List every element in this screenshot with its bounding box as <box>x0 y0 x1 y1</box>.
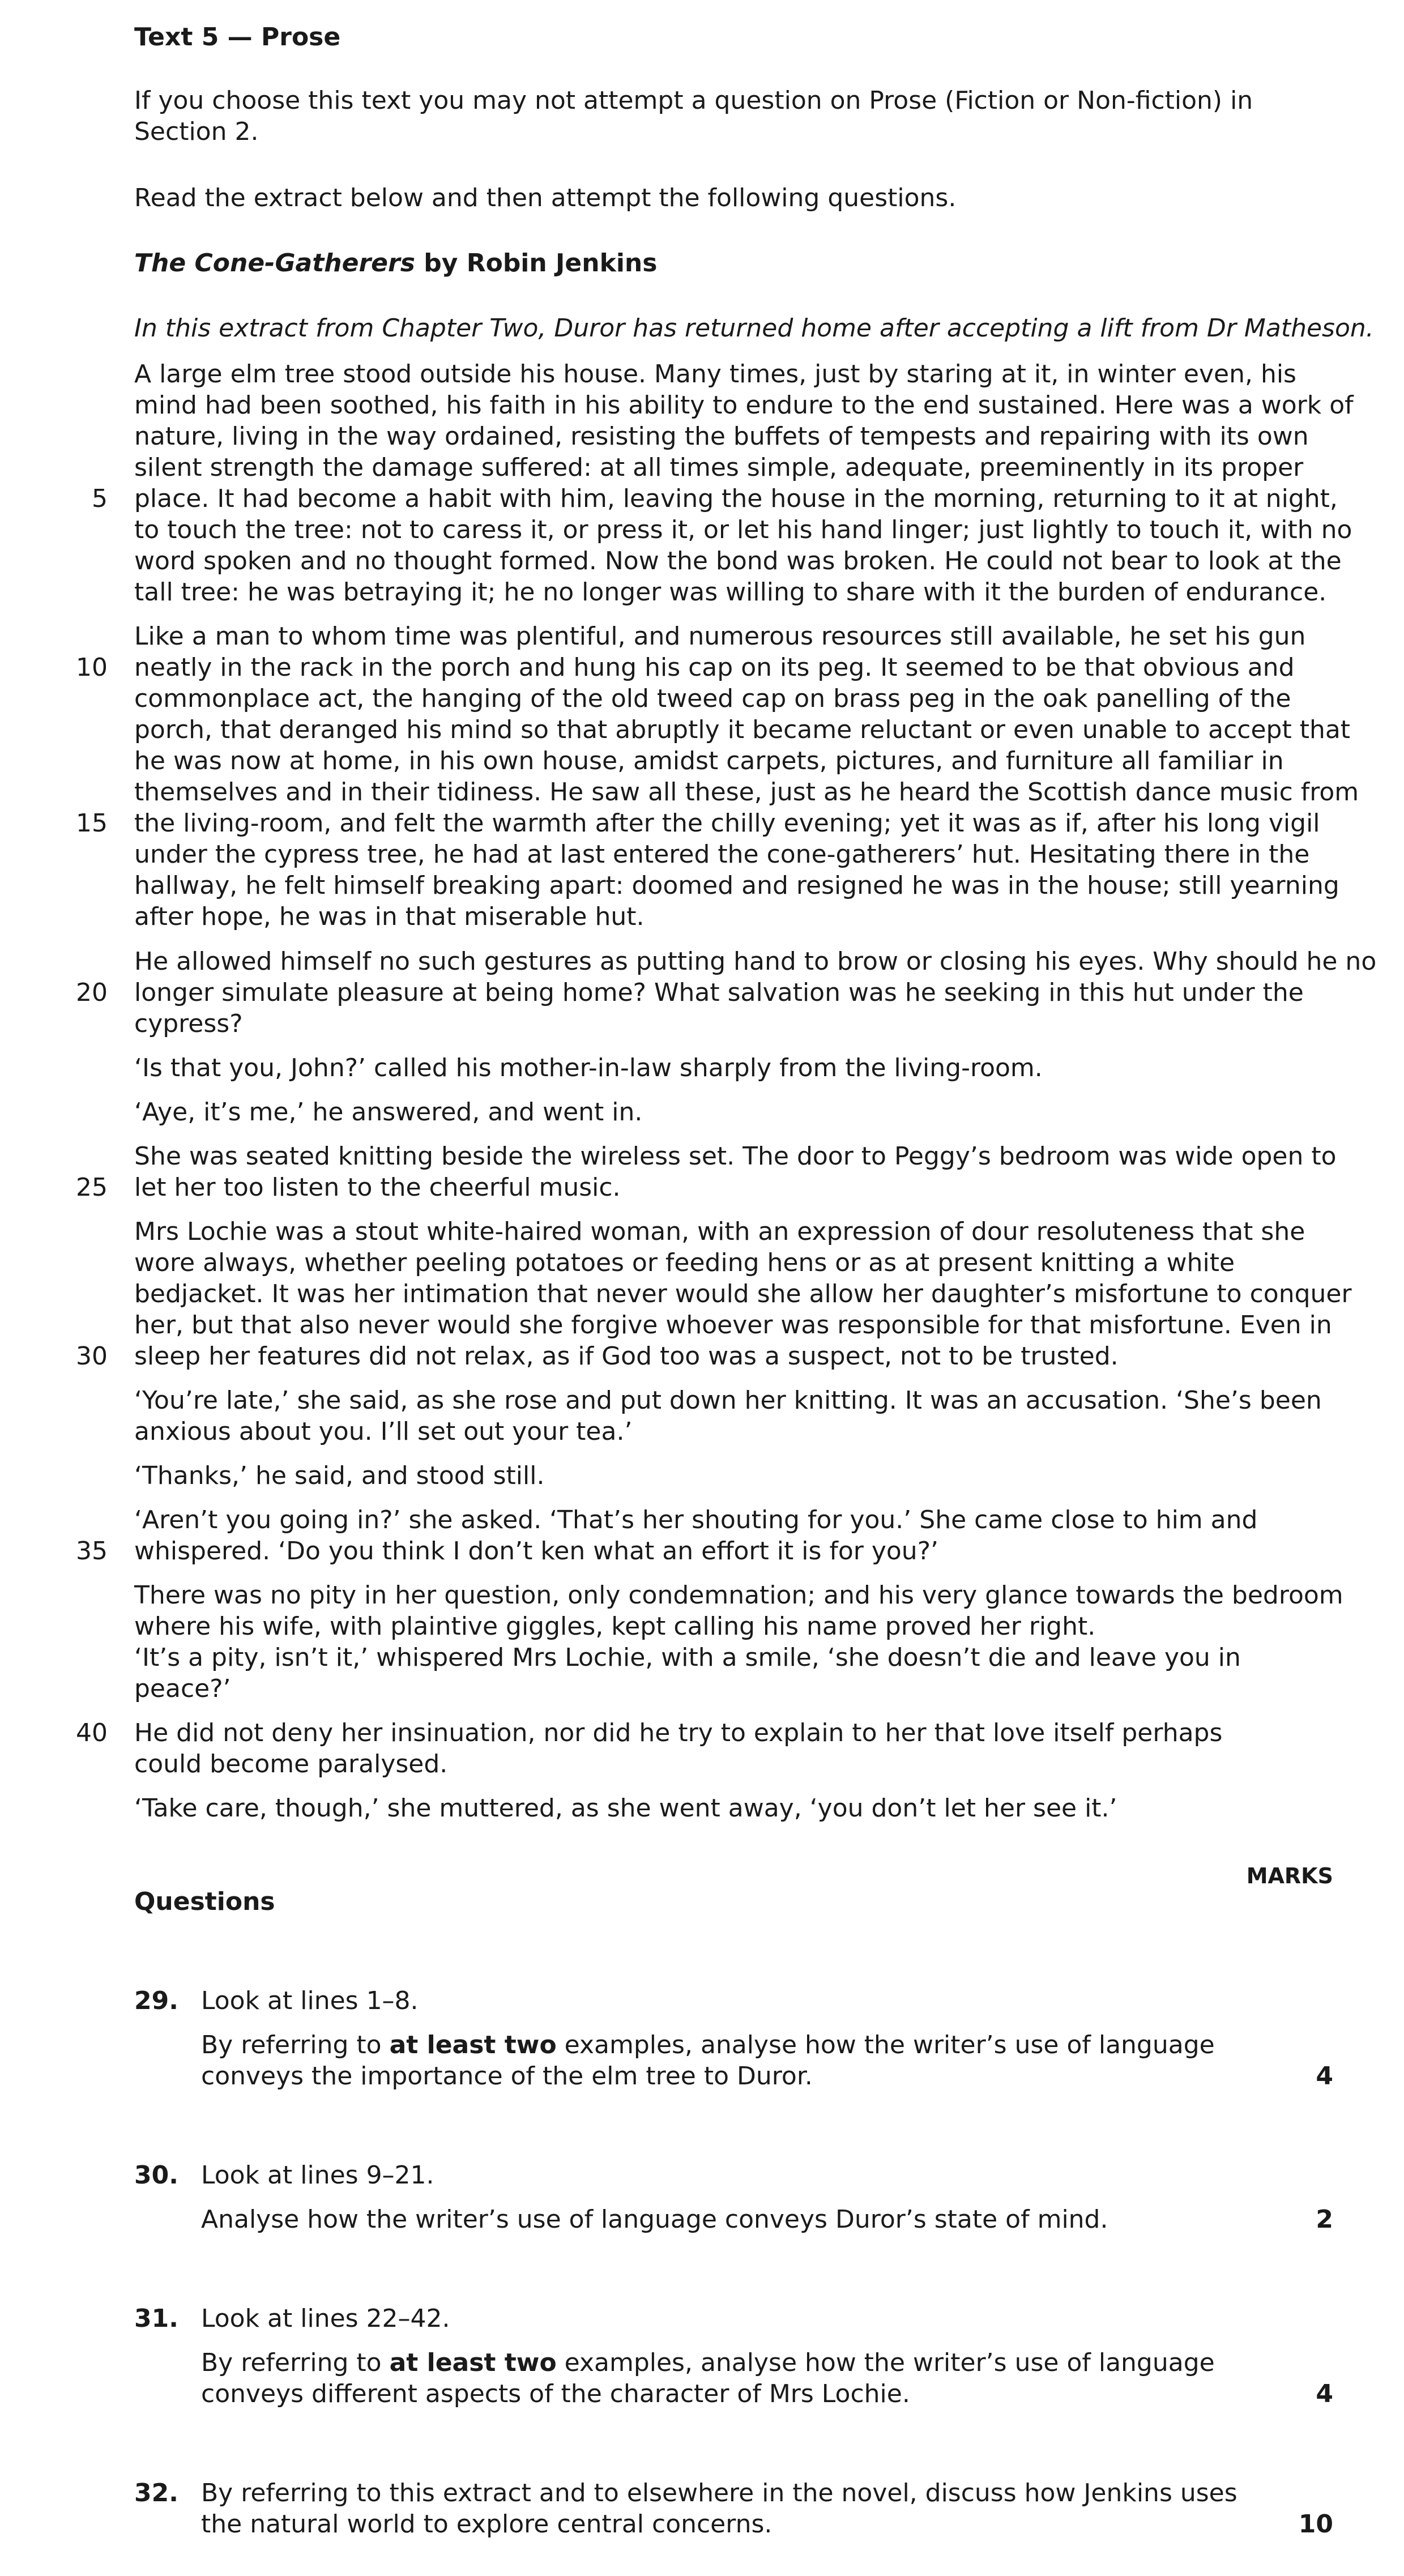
extract-line: ‘It’s a pity, isn’t it,’ whispered Mrs Lochie, with a smile, ‘she doesn’t die and leave you in <box>134 1643 1241 1672</box>
question-marks: 4 <box>1316 2062 1333 2091</box>
line-number: 30 <box>76 1342 108 1371</box>
question-text: Analyse how the writer’s use of language conveys Duror’s state of mind. <box>201 2205 1108 2234</box>
question-marks: 2 <box>1316 2205 1333 2234</box>
extract-line: commonplace act, the hanging of the old tweed cap on brass peg in the oak panelling of the <box>134 684 1291 713</box>
book-author: by Robin Jenkins <box>415 249 658 278</box>
extract-line: her, but that also never would she forgive whoever was responsible for that misfortune. Even in <box>134 1311 1332 1340</box>
line-number: 10 <box>76 653 108 682</box>
extract-line: ‘Aren’t you going in?’ she asked. ‘That’s her shouting for you.’ She came close to him and <box>134 1505 1258 1534</box>
extract-line: under the cypress tree, he had at last entered the cone-gatherers’ hut. Hesitating there in the <box>134 840 1310 869</box>
extract-line: neatly in the rack in the porch and hung his cap on its peg. It seemed to be that obvious and <box>134 653 1295 682</box>
question-text-pre: By referring to <box>201 2031 390 2059</box>
extract-line: wore always, whether peeling potatoes or feeding hens or as at present knitting a white <box>134 1248 1235 1277</box>
extract-line: ‘Aye, it’s me,’ he answered, and went in. <box>134 1098 643 1127</box>
question-lead: Look at lines 22–42. <box>201 2304 450 2333</box>
extract-line: ‘Thanks,’ he said, and stood still. <box>134 1461 545 1490</box>
question-lead: Look at lines 9–21. <box>201 2161 434 2190</box>
extract-line: sleep her features did not relax, as if God too was a suspect, not to be trusted. <box>134 1342 1119 1371</box>
extract-line: ‘Take care, though,’ she muttered, as she went away, ‘you don’t let her see it.’ <box>134 1794 1117 1823</box>
extract-line: He did not deny her insinuation, nor did he try to explain to her that love itself perhaps <box>134 1718 1223 1747</box>
question-text-line2: the natural world to explore central concerns. <box>201 2510 773 2539</box>
question-text: By referring to this extract and to elsewhere in the novel, discuss how Jenkins uses <box>201 2479 1237 2507</box>
extract-line: He allowed himself no such gestures as putting hand to brow or closing his eyes. Why should he no <box>134 947 1377 976</box>
question-text-bold: at least two <box>389 2031 557 2059</box>
extract-line: tall tree: he was betraying it; he no longer was willing to share with it the burden of endurance. <box>134 578 1327 607</box>
line-number: 5 <box>92 484 108 513</box>
question-text <box>201 2029 1215 2061</box>
question-lead: Look at lines 1–8. <box>201 1986 419 2015</box>
line-number: 20 <box>76 978 108 1007</box>
extract-intro: In this extract from Chapter Two, Duror has returned home after accepting a lift from Dr Matheson. <box>134 314 1374 343</box>
question-number: 29. <box>134 1986 178 2015</box>
extract-line: anxious about you. I’ll set out your tea.’ <box>134 1417 633 1446</box>
question-text <box>201 2347 1215 2378</box>
question-text-post: examples, analyse how the writer’s use of language <box>556 2348 1215 2377</box>
extract-line: place. It had become a habit with him, leaving the house in the morning, returning to it at night, <box>134 484 1338 513</box>
question-marks: 10 <box>1298 2510 1333 2539</box>
extract-line: Like a man to whom time was plentiful, and numerous resources still available, he set his gun <box>134 622 1306 651</box>
instruction-read: Read the extract below and then attempt the following questions. <box>134 184 957 212</box>
extract-line: ‘You’re late,’ she said, as she rose and put down her knitting. It was an accusation. ‘She’s been <box>134 1386 1322 1415</box>
extract-line: he was now at home, in his own house, amidst carpets, pictures, and furniture all familiar in <box>134 747 1284 775</box>
extract-line: themselves and in their tidiness. He saw all these, just as he heard the Scottish dance music from <box>134 778 1359 807</box>
extract-line: to touch the tree: not to caress it, or press it, or let his hand linger; just lightly to touch it, with no <box>134 515 1352 544</box>
extract-line: porch, that deranged his mind so that abruptly it became reluctant or even unable to accept that <box>134 715 1351 744</box>
line-number: 25 <box>76 1173 108 1202</box>
extract-line: after hope, he was in that miserable hut. <box>134 902 645 931</box>
question-marks: 4 <box>1316 2379 1333 2408</box>
line-number: 40 <box>76 1718 108 1747</box>
extract-line: word spoken and no thought formed. Now the bond was broken. He could not bear to look at the <box>134 547 1342 575</box>
extract-line: There was no pity in her question, only condemnation; and his very glance towards the bedroom <box>134 1581 1343 1610</box>
line-number: 35 <box>76 1537 108 1566</box>
instruction-line-2: Section 2. <box>134 117 259 146</box>
section-title: Text 5 — Prose <box>134 23 341 52</box>
extract-line: Mrs Lochie was a stout white-haired woman, with an expression of dour resoluteness that she <box>134 1217 1305 1246</box>
extract-line: the living-room, and felt the warmth after the chilly evening; yet it was as if, after his long vigil <box>134 809 1320 838</box>
question-text-pre: By referring to <box>201 2348 390 2377</box>
question-text-bold: at least two <box>389 2348 557 2377</box>
marks-header: MARKS <box>1246 1863 1333 1888</box>
question-text-line2: conveys different aspects of the character of Mrs Lochie. <box>201 2379 910 2408</box>
question-number: 31. <box>134 2304 178 2333</box>
book-title: The Cone-Gatherers <box>134 249 415 278</box>
extract-line: nature, living in the way ordained, resisting the buffets of tempests and repairing with its own <box>134 422 1309 451</box>
extract-line: cypress? <box>134 1009 243 1038</box>
extract-line: bedjacket. It was her intimation that never would she allow her daughter’s misfortune to conquer <box>134 1280 1352 1308</box>
extract-line: where his wife, with plaintive giggles, kept calling his name proved her right. <box>134 1612 1096 1641</box>
extract-line: hallway, he felt himself breaking apart: doomed and resigned he was in the house; still yearning <box>134 871 1339 900</box>
question-number: 32. <box>134 2479 178 2507</box>
extract-line: could become paralysed. <box>134 1750 448 1779</box>
extract-line: peace?’ <box>134 1674 231 1703</box>
book-title-line <box>134 248 657 279</box>
extract-line: silent strength the damage suffered: at all times simple, adequate, preeminently in its proper <box>134 453 1304 482</box>
question-number: 30. <box>134 2161 178 2190</box>
extract-line: mind had been soothed, his faith in his ability to endure to the end sustained. Here was a work of <box>134 391 1354 420</box>
extract-line: She was seated knitting beside the wireless set. The door to Peggy’s bedroom was wide open to <box>134 1142 1337 1171</box>
line-number: 15 <box>76 809 108 838</box>
extract-line: ‘Is that you, John?’ called his mother-in-law sharply from the living-room. <box>134 1054 1043 1082</box>
extract-line: longer simulate pleasure at being home? What salvation was he seeking in this hut under the <box>134 978 1304 1007</box>
instruction-line-1: If you choose this text you may not attempt a question on Prose (Fiction or Non-fiction) in <box>134 86 1253 115</box>
extract-line: whispered. ‘Do you think I don’t ken what an effort it is for you?’ <box>134 1537 939 1566</box>
question-text-post: examples, analyse how the writer’s use of language <box>556 2031 1215 2059</box>
questions-heading: Questions <box>134 1887 275 1916</box>
question-text-line2: conveys the importance of the elm tree to Duror. <box>201 2062 813 2091</box>
extract-line: let her too listen to the cheerful music. <box>134 1173 621 1202</box>
extract-line: A large elm tree stood outside his house. Many times, just by staring at it, in winter even, his <box>134 360 1296 389</box>
